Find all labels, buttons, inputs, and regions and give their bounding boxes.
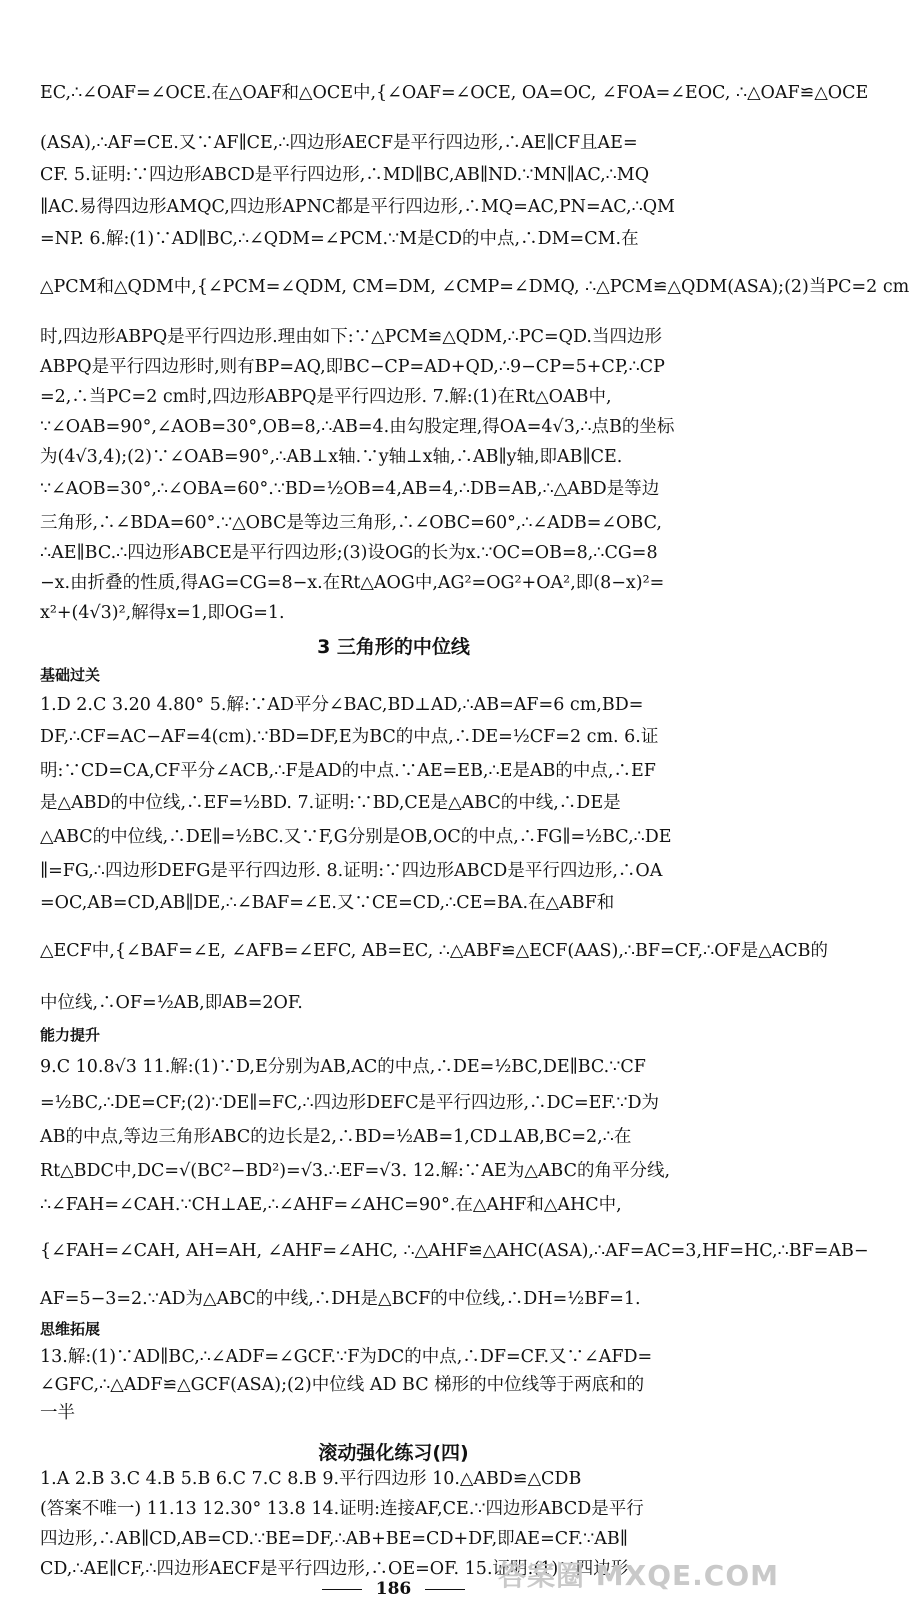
ability-line: AB的中点,等边三角形ABC的边长是2,∴BD=½AB=1,CD⊥AB,BC=2,∴在 [40, 1127, 632, 1147]
dash-right [425, 1589, 465, 1590]
thinking-heading: 思维拓展 [40, 1320, 101, 1338]
body-line: ABPQ是平行四边形时,则有BP=AQ,即BC−CP=AD+QD,∴9−CP=5+CP,∴CP [40, 357, 665, 377]
basic-line: =OC,AB=CD,AB∥DE,∴∠BAF=∠E.又∵CE=CD,∴CE=BA.在△ABF和 [40, 893, 615, 913]
rolling-line: 1.A 2.B 3.C 4.B 5.B 6.C 7.C 8.B 9.平行四边形 10.△ABD≌△CDB [40, 1469, 582, 1489]
body-line: =NP. 6.解:(1)∵AD∥BC,∴∠QDM=∠PCM.∵M是CD的中点,∴DM=CM.在 [40, 229, 639, 249]
basic-line: 中位线,∴OF=½AB,即AB=2OF. [40, 993, 303, 1013]
basic-line: DF,∴CF=AC−AF=4(cm).∵BD=DF,E为BC的中点,∴DE=½CF=2 cm. 6.证 [40, 727, 659, 747]
rolling-line: (答案不唯一) 11.13 12.30° 13.8 14.证明:连接AF,CE.∵四边形ABCD是平行 [40, 1499, 644, 1519]
body-line: 时,四边形ABPQ是平行四边形.理由如下:∵△PCM≌△QDM,∴PC=QD.当四边形 [40, 327, 662, 347]
body-line: ∵∠AOB=30°,∴∠OBA=60°.∵BD=½OB=4,AB=4,∴DB=AB,∴△ABD是等边 [40, 479, 660, 499]
thinking-line: ∠GFC,∴△ADF≌△GCF(ASA);(2)中位线 AD BC 梯形的中位线等于两底和的 [40, 1375, 645, 1395]
thinking-line: 13.解:(1)∵AD∥BC,∴∠ADF=∠GCF.∵F为DC的中点,∴DF=CF.又∵∠AFD= [40, 1347, 653, 1367]
ability-line: 9.C 10.8√3 11.解:(1)∵D,E分别为AB,AC的中点,∴DE=½BC,DE∥BC.∵CF [40, 1057, 646, 1077]
page-number-text: 186 [375, 1579, 412, 1599]
ability-heading: 能力提升 [40, 1026, 101, 1044]
ability-line: ∴∠FAH=∠CAH.∵CH⊥AE,∴∠AHF=∠AHC=90°.在△AHF和△AHC中, [40, 1195, 622, 1215]
body-line: ∥AC.易得四边形AMQC,四边形APNC都是平行四边形,∴MQ=AC,PN=AC,∴QM [40, 197, 675, 217]
basic-line: △ABC的中位线,∴DE∥=½BC.又∵F,G分别是OB,OC的中点,∴FG∥=½BC,∴DE [40, 827, 672, 847]
thinking-line: 一半 [40, 1403, 75, 1423]
section-title: 3 三角形的中位线 [317, 636, 470, 658]
body-line: EC,∴∠OAF=∠OCE.在△OAF和△OCE中,{∠OAF=∠OCE, OA=OC, ∠FOA=∠EOC, ∴△OAF≌△OCE [40, 83, 869, 103]
body-line: =2,∴当PC=2 cm时,四边形ABPQ是平行四边形. 7.解:(1)在Rt△OAB中, [40, 387, 612, 407]
body-line: (ASA),∴AF=CE.又∵AF∥CE,∴四边形AECF是平行四边形,∴AE∥CF且AE= [40, 133, 638, 153]
dash-left [322, 1589, 362, 1590]
body-line: △PCM和△QDM中,{∠PCM=∠QDM, CM=DM, ∠CMP=∠DMQ, ∴△PCM≌△QDM(ASA);(2)当PC=2 cm [40, 277, 909, 297]
basic-line: 1.D 2.C 3.20 4.80° 5.解:∵AD平分∠BAC,BD⊥AD,∴AB=AF=6 cm,BD= [40, 695, 644, 715]
body-line: x²+(4√3)²,解得x=1,即OG=1. [40, 603, 285, 623]
body-line: ∵∠OAB=90°,∠AOB=30°,OB=8,∴AB=4.由勾股定理,得OA=4√3,∴点B的坐标 [40, 417, 675, 437]
ability-line: Rt△BDC中,DC=√(BC²−BD²)=√3.∴EF=√3. 12.解:∵AE为△ABC的角平分线, [40, 1161, 671, 1181]
ability-line: =½BC,∴DE=CF;(2)∵DE∥=FC,∴四边形DEFC是平行四边形,∴DC=EF.∵D为 [40, 1093, 660, 1113]
rolling-line: CD,∴AE∥CF,∴四边形AECF是平行四边形,∴OE=OF. 15.证明:(1)∵四边形 [40, 1559, 629, 1579]
ability-line: AF=5−3=2.∵AD为△ABC的中线,∴DH是△BCF的中位线,∴DH=½BF=1. [40, 1289, 641, 1309]
body-line: 为(4√3,4);(2)∵∠OAB=90°,∴AB⊥x轴.∵y轴⊥x轴,∴AB∥y轴,即AB∥CE. [40, 447, 623, 467]
body-line: 三角形,∴∠BDA=60°.∵△OBC是等边三角形,∴∠OBC=60°,∴∠ADB=∠OBC, [40, 513, 662, 533]
basic-heading: 基础过关 [40, 666, 101, 684]
watermark-logo: 答案圈 MXQE.COM [498, 1559, 779, 1592]
basic-line: 明:∵CD=CA,CF平分∠ACB,∴F是AD的中点.∵AE=EB,∴E是AB的中点,∴EF [40, 761, 656, 781]
rolling-title: 滚动强化练习(四) [318, 1442, 469, 1464]
body-line: ∴AE∥BC.∴四边形ABCE是平行四边形;(3)设OG的长为x.∵OC=OB=8,∴CG=8 [40, 543, 658, 563]
rolling-line: 四边形,∴AB∥CD,AB=CD.∵BE=DF,∴AB+BE=CD+DF,即AE=CF.∵AB∥ [40, 1529, 628, 1549]
basic-line: ∥=FG,∴四边形DEFG是平行四边形. 8.证明:∵四边形ABCD是平行四边形,∴OA [40, 861, 663, 881]
body-line: CF. 5.证明:∵四边形ABCD是平行四边形,∴MD∥BC,AB∥ND.∵MN∥AC,∴MQ [40, 165, 650, 185]
ability-line: {∠FAH=∠CAH, AH=AH, ∠AHF=∠AHC, ∴△AHF≌△AHC(ASA),∴AF=AC=3,HF=HC,∴BF=AB− [40, 1241, 869, 1261]
basic-line: 是△ABD的中位线,∴EF=½BD. 7.证明:∵BD,CE是△ABC的中线,∴DE是 [40, 793, 621, 813]
basic-line: △ECF中,{∠BAF=∠E, ∠AFB=∠EFC, AB=EC, ∴△ABF≌△ECF(AAS),∴BF=CF,∴OF是△ACB的 [40, 941, 829, 961]
body-line: −x.由折叠的性质,得AG=CG=8−x.在Rt△AOG中,AG²=OG²+OA²,即(8−x)²= [40, 573, 665, 593]
